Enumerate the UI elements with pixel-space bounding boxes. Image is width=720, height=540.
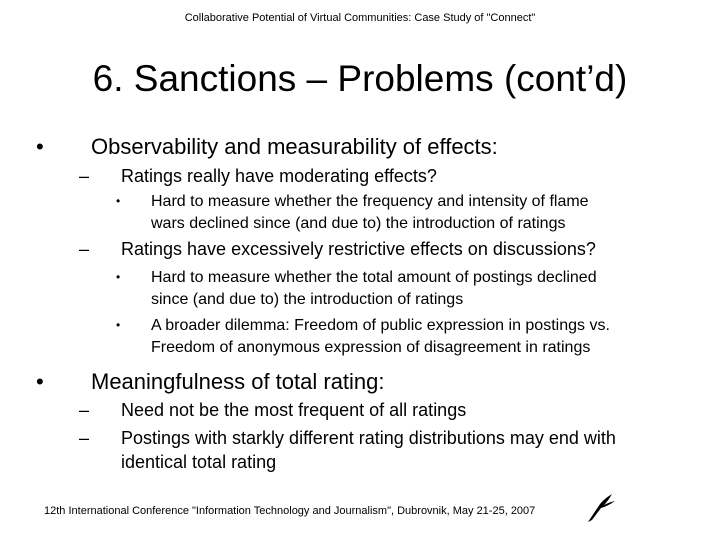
bullet-dot: • — [36, 134, 44, 159]
list-item-dilemma-line1: A broader dilemma: Freedom of public expression in postings vs. — [151, 317, 610, 334]
bullet-dash: – — [79, 166, 90, 186]
list-item-distributions-line1: Postings with starkly different rating distributions may end with — [121, 428, 616, 448]
bullet-dot-small: • — [116, 270, 121, 284]
bullet-dash: – — [79, 428, 90, 448]
bird-logo-icon — [586, 492, 616, 524]
bullet-dot: • — [36, 369, 44, 394]
list-item-observability: Observability and measurability of effects: — [91, 134, 498, 159]
list-item-flame-wars-line1: Hard to measure whether the frequency and intensity of flame — [151, 193, 589, 210]
bullet-dot-small: • — [116, 194, 121, 208]
slide-header: Collaborative Potential of Virtual Communities: Case Study of "Connect" — [184, 12, 536, 24]
list-item-not-most-frequent: Need not be the most frequent of all ratings — [121, 400, 467, 420]
list-item-meaningfulness: Meaningfulness of total rating: — [91, 369, 385, 394]
bullet-dash: – — [79, 400, 90, 420]
list-item-moderating: Ratings really have moderating effects? — [121, 166, 437, 186]
list-item-flame-wars-line2: wars declined since (and due to) the introduction of ratings — [151, 215, 566, 232]
list-item-postings-line2: since (and due to) the introduction of ratings — [151, 291, 464, 308]
list-item-dilemma-line2: Freedom of anonymous expression of disagreement in ratings — [151, 339, 591, 356]
list-item-restrictive: Ratings have excessively restrictive effects on discussions? — [121, 239, 596, 259]
list-item-postings-line1: Hard to measure whether the total amount of postings declined — [151, 269, 597, 286]
bullet-dash: – — [79, 239, 90, 259]
list-item-distributions-line2: identical total rating — [121, 452, 277, 472]
slide-footer: 12th International Conference "Information Technology and Journalism", Dubrovnik, May 21-25, 2007 — [44, 505, 536, 517]
slide-title: 6. Sanctions – Problems (cont’d) — [92, 58, 628, 99]
bullet-dot-small: • — [116, 318, 121, 332]
